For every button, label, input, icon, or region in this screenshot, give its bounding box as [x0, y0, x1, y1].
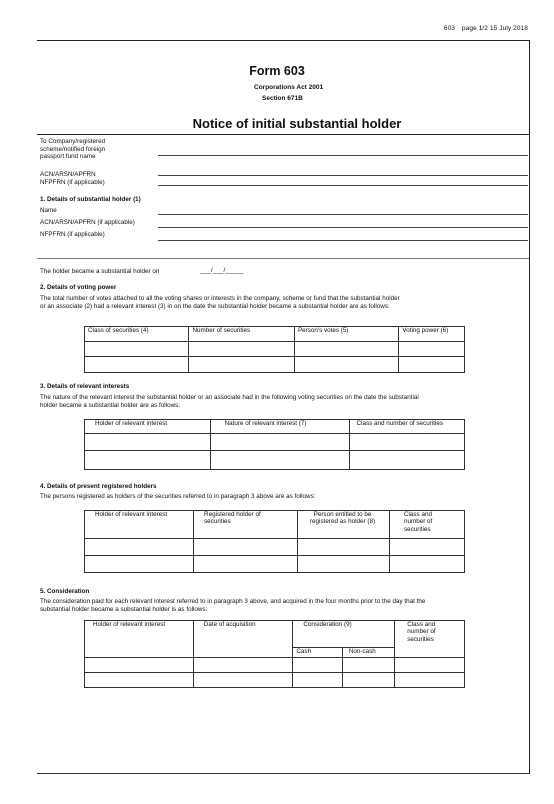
table-cell[interactable]	[85, 434, 211, 451]
section5-heading: 5. Consideration	[40, 588, 90, 595]
table-cell[interactable]	[85, 357, 189, 373]
column-header: Person's votes (5)	[294, 327, 398, 342]
column-header: Holder of relevant interest	[85, 420, 211, 434]
column-header: Nature of relevant interest (7)	[210, 420, 349, 434]
table-row	[85, 658, 465, 673]
section2-heading: 2. Details of voting power	[40, 284, 117, 291]
column-header: Holder of relevant interest	[85, 621, 194, 658]
table-header-row	[85, 621, 465, 648]
table-cell[interactable]	[298, 539, 390, 556]
table-header-row	[85, 420, 465, 434]
section-subtitle: Section 671B	[262, 95, 303, 102]
company-nfpfrn-field[interactable]	[158, 185, 528, 186]
page-header	[439, 25, 528, 32]
table-cell[interactable]	[389, 539, 464, 556]
table-cell[interactable]	[349, 451, 464, 470]
section4-heading: 4. Details of present registered holders	[40, 483, 157, 490]
table-cell[interactable]	[395, 658, 465, 673]
table-cell[interactable]	[399, 342, 465, 357]
holder-nfpfrn-label: NFPFRN (if applicable)	[40, 231, 105, 238]
table-cell[interactable]	[85, 658, 194, 673]
table-row	[85, 342, 465, 357]
table-cell[interactable]	[293, 673, 342, 688]
table-cell[interactable]	[189, 342, 294, 357]
table-cell[interactable]	[85, 556, 194, 573]
act-subtitle: Corporations Act 2001	[254, 84, 324, 91]
holder-nfpfrn-field[interactable]	[158, 240, 528, 241]
table-cell[interactable]	[194, 556, 298, 573]
section3-heading: 3. Details of relevant interests	[40, 383, 130, 390]
table-cell[interactable]	[194, 539, 298, 556]
section4-text: The persons registered as holders of the securities referred to in paragraph 3 above are as follows:	[40, 493, 316, 500]
section5-text: The consideration paid for each relevant interest referred to in paragraph 3 above, and acquired in the four months prior to the day that the substantial holder became a substantial holder is as follows:	[40, 598, 426, 614]
became-label: The holder became a substantial holder on	[40, 268, 160, 275]
table-cell[interactable]	[298, 556, 390, 573]
column-header: Consideration (9)	[293, 621, 395, 648]
became-date-field[interactable]: ___/___/_____	[200, 267, 244, 274]
section-divider	[37, 258, 529, 259]
footer-rule	[37, 773, 530, 774]
table-row	[85, 673, 465, 688]
relevant-interests-table	[84, 419, 465, 470]
holder-acn-label: ACN/ARSN/APFRN (if applicable)	[40, 219, 135, 226]
company-acn-label: ACN/ARSN/APFRN	[40, 171, 96, 178]
column-subheader: Cash	[293, 648, 342, 658]
column-header: Number of securities	[189, 327, 294, 342]
column-header: Holder of relevant interest	[85, 511, 194, 539]
company-acn-field[interactable]	[158, 175, 528, 176]
table-cell[interactable]	[193, 673, 293, 688]
registered-holders-table	[84, 510, 465, 573]
table-cell[interactable]	[349, 434, 464, 451]
table-row	[85, 357, 465, 373]
company-label: To Company/registered scheme/notified foreign passport fund name	[40, 138, 106, 161]
section1-heading: 1. Details of substantial holder (1)	[40, 196, 141, 203]
table-row	[85, 556, 465, 573]
column-header: Class and number of securities	[349, 420, 464, 434]
form-title: Form 603	[249, 64, 305, 78]
table-header-row	[85, 327, 465, 342]
form-number: 603	[443, 25, 456, 32]
table-cell[interactable]	[399, 357, 465, 373]
table-cell[interactable]	[193, 658, 293, 673]
column-header: Class and number of securities	[389, 511, 464, 539]
table-row	[85, 539, 465, 556]
company-name-field[interactable]	[158, 155, 528, 156]
table-cell[interactable]	[342, 673, 394, 688]
page-info: page 1/2 15 July 2018	[461, 25, 528, 32]
table-cell[interactable]	[85, 342, 189, 357]
holder-acn-field[interactable]	[158, 227, 528, 228]
company-nfpfrn-label: NFPFRN (if applicable)	[40, 179, 105, 186]
table-cell[interactable]	[189, 357, 294, 373]
table-cell[interactable]	[210, 451, 349, 470]
table-cell[interactable]	[85, 673, 194, 688]
column-header: Person entitled to be registered as holder (8)	[298, 511, 390, 539]
table-cell[interactable]	[389, 556, 464, 573]
section2-text: The total number of votes attached to all the voting shares or interests in the company, scheme or fund that the substantial holder or an associate (2) had a relevant interest (3) in on the date the substantial holder became a substantial holder are as follows:	[40, 295, 400, 311]
voting-power-table	[84, 326, 465, 373]
section3-text: The nature of the relevant interest the substantial holder or an associate had in the following voting securities on the date the substantial holder became a substantial holder are as follows:	[40, 394, 419, 410]
column-header: Class of securities (4)	[85, 327, 189, 342]
table-cell[interactable]	[85, 451, 211, 470]
right-margin-rule	[529, 40, 530, 774]
table-cell[interactable]	[294, 342, 398, 357]
column-header: Voting power (6)	[399, 327, 465, 342]
column-subheader: Non-cash	[342, 648, 394, 658]
table-cell[interactable]	[85, 539, 194, 556]
table-row	[85, 451, 465, 470]
column-header: Class and number of securities	[395, 621, 465, 658]
title-rule	[37, 134, 529, 135]
holder-name-label: Name	[40, 207, 57, 214]
header-rule	[37, 40, 529, 41]
table-cell[interactable]	[342, 658, 394, 673]
table-cell[interactable]	[294, 357, 398, 373]
table-cell[interactable]	[293, 658, 342, 673]
consideration-table	[84, 620, 465, 688]
notice-title: Notice of initial substantial holder	[192, 116, 402, 131]
holder-name-field[interactable]	[158, 214, 528, 215]
column-header: Registered holder of securities	[194, 511, 298, 539]
column-header: Date of acquisition	[193, 621, 293, 658]
table-row	[85, 434, 465, 451]
table-cell[interactable]	[395, 673, 465, 688]
table-header-row	[85, 511, 465, 539]
table-cell[interactable]	[210, 434, 349, 451]
